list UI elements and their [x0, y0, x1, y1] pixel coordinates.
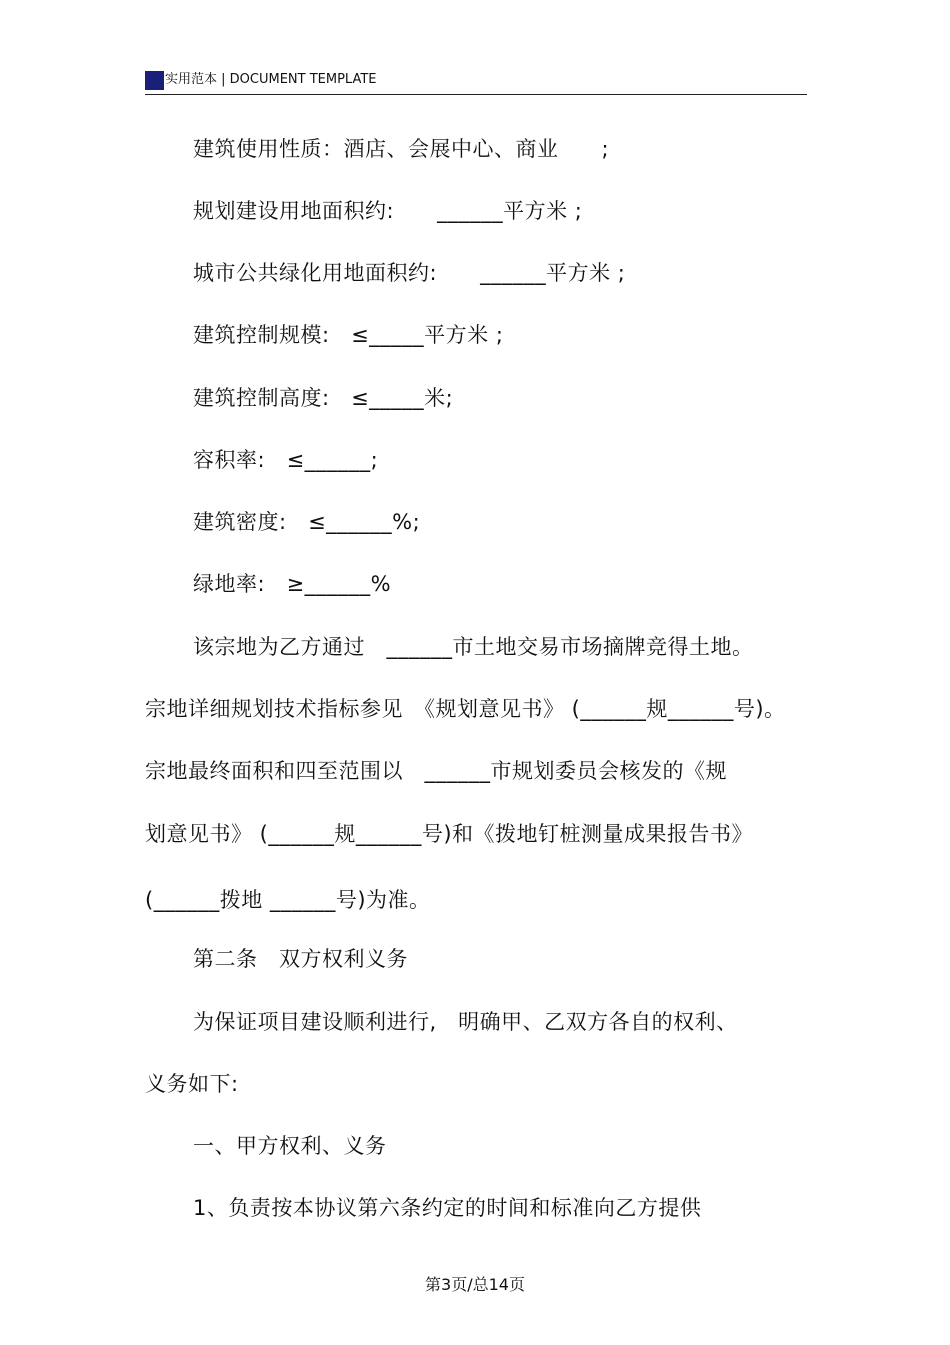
page-header	[145, 68, 807, 95]
body-line-rights-intro: 为保证项目建设顺利进行, 明确甲、乙双方各自的权利、	[193, 1010, 738, 1034]
header-label: 实用范本 | DOCUMENT TEMPLATE	[165, 72, 377, 87]
body-line-building-use: 建筑使用性质：酒店、会展中心、商业 ;	[193, 137, 610, 161]
section-party-a-heading: 一、甲方权利、义务	[193, 1134, 387, 1158]
page-number: 第3页/总14页	[425, 1275, 525, 1294]
body-line-rights-continued: 义务如下:	[145, 1072, 239, 1096]
body-line-item-one: 1、负责按本协议第六条约定的时间和标准向乙方提供	[193, 1196, 702, 1220]
body-line-building-scale: 建筑控制规模: ≤_____平方米 ;	[193, 323, 504, 347]
body-line-land-allotment: (______拨地 ______号)为准。	[145, 888, 431, 912]
body-line-final-area: 宗地最终面积和四至范围以 ______市规划委员会核发的《规	[145, 759, 727, 783]
body-line-building-density: 建筑密度: ≤______%;	[193, 510, 421, 534]
body-line-building-height: 建筑控制高度: ≤_____米;	[193, 386, 454, 410]
body-line-planned-land-area: 规划建设用地面积约: ______平方米 ;	[193, 199, 583, 223]
body-line-green-ratio: 绿地率: ≥______%	[193, 572, 392, 596]
body-line-planning-indicators: 宗地详细规划技术指标参见 《规划意见书》 (______规______号)。	[145, 697, 786, 721]
body-line-plot-ratio: 容积率: ≤______;	[193, 448, 379, 472]
body-line-public-green-area: 城市公共绿化用地面积约: ______平方米 ;	[193, 261, 626, 285]
body-line-planning-opinion: 划意见书》 (______规______号)和《拨地钉桩测量成果报告书》	[145, 822, 754, 846]
body-line-land-acquisition: 该宗地为乙方通过 ______市土地交易市场摘牌竞得土地。	[193, 635, 754, 659]
header-logo-square	[145, 71, 164, 90]
article-two-heading: 第二条 双方权利义务	[193, 947, 408, 971]
